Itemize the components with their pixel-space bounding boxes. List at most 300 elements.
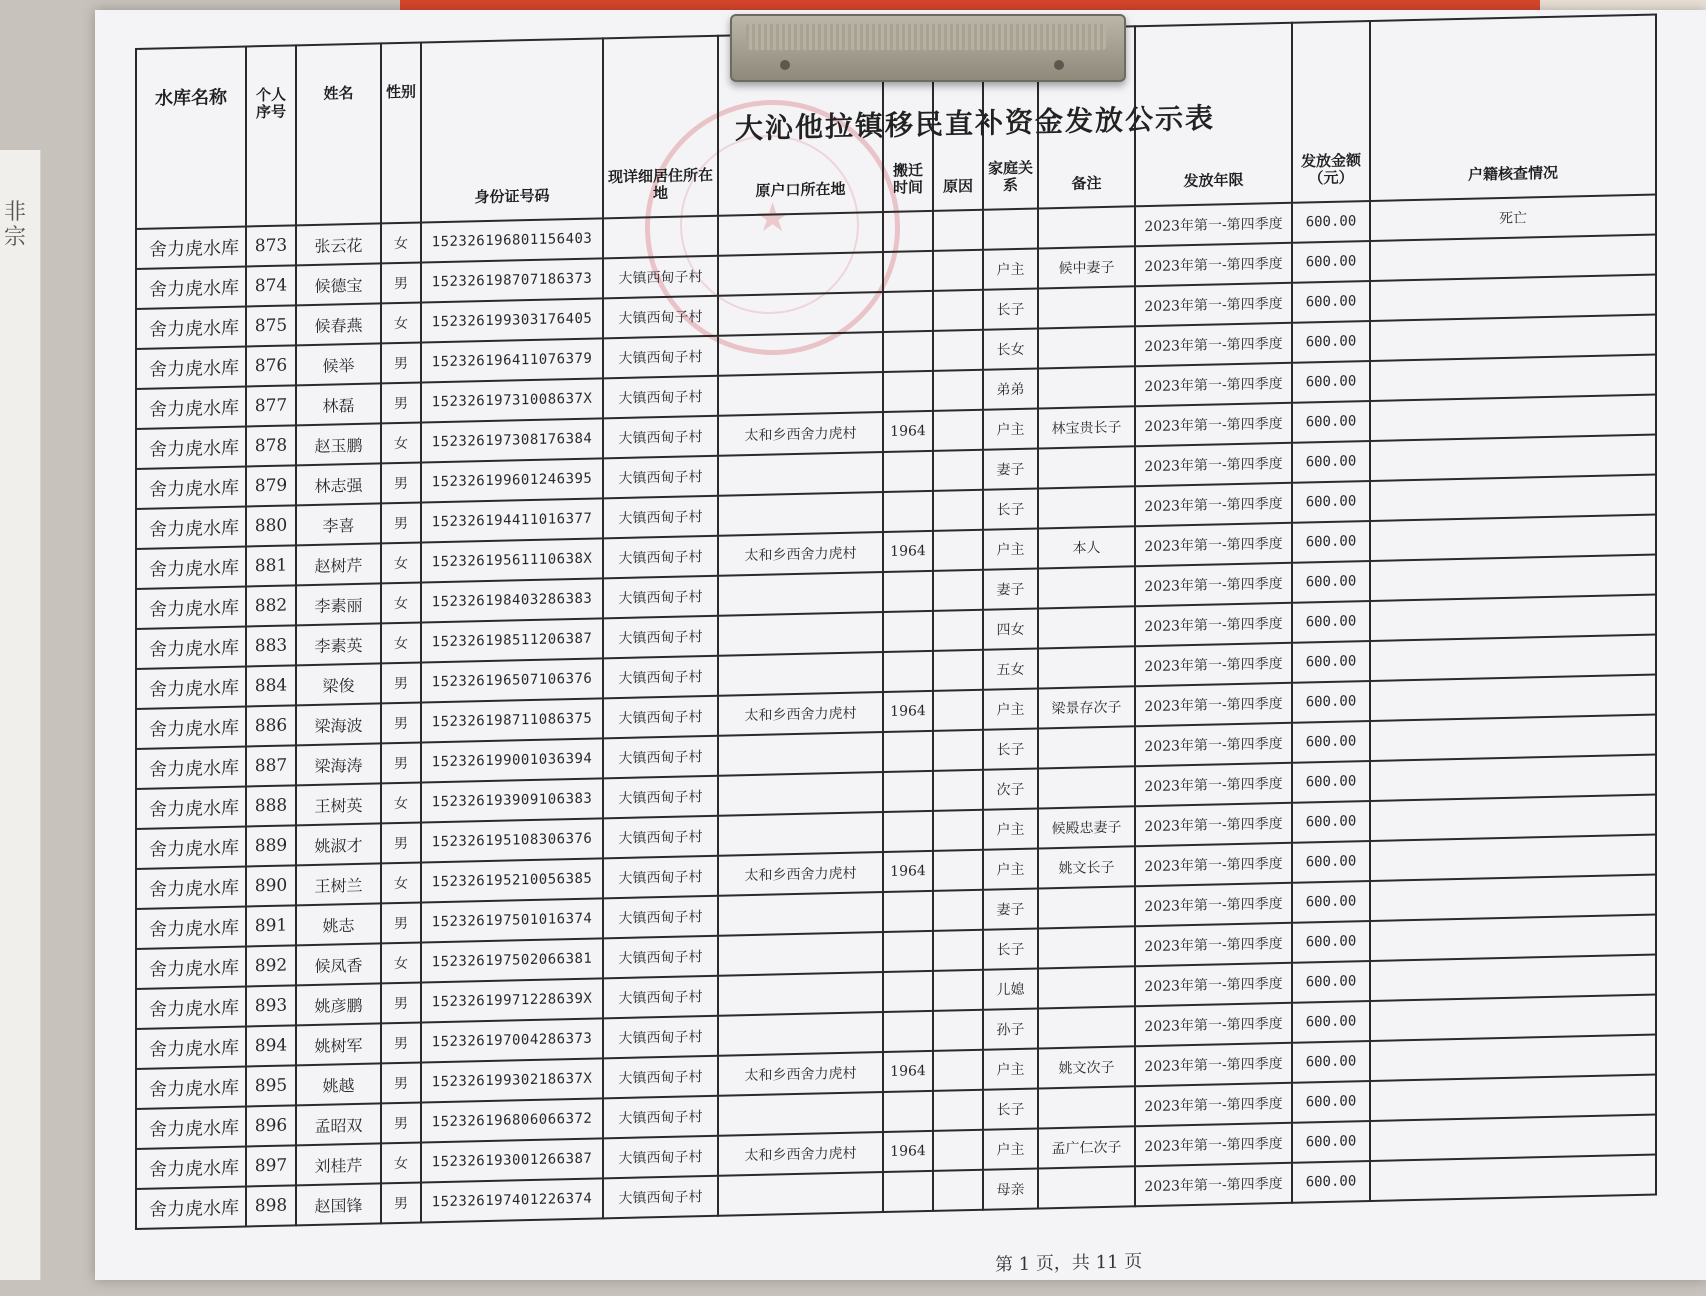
- cell-reason: [933, 490, 983, 531]
- cell-reservoir: 舍力虎水库: [136, 906, 246, 948]
- cell-reason: [933, 970, 983, 1011]
- cell-name: 候春燕: [296, 303, 381, 345]
- cell-gender: 女: [381, 783, 421, 824]
- cell-reservoir: 舍力虎水库: [136, 626, 246, 668]
- cell-hukou-check: [1370, 754, 1656, 800]
- cell-amount: 600.00: [1292, 721, 1370, 763]
- cell-relocation-time: [883, 491, 933, 532]
- cell-gender: 女: [381, 943, 421, 984]
- cell-payment-period: 2023年第一-第四季度: [1135, 643, 1292, 687]
- cell-original-hukou: [718, 972, 883, 1016]
- cell-original-hukou: [718, 332, 883, 376]
- cell-reason: [933, 650, 983, 691]
- cell-relocation-time: [883, 331, 933, 372]
- cell-payment-period: 2023年第一-第四季度: [1135, 563, 1292, 607]
- cell-reason: [933, 410, 983, 451]
- cell-current-address: 大镇西甸子村: [603, 376, 718, 419]
- cell-original-hukou: 太和乡西舍力虎村: [718, 532, 883, 576]
- cell-remarks: [1038, 966, 1135, 1008]
- cell-remarks: [1038, 1166, 1135, 1208]
- cell-original-hukou: [718, 732, 883, 776]
- cell-amount: 600.00: [1292, 641, 1370, 683]
- cell-name: 梁俊: [296, 663, 381, 705]
- cell-remarks: [1038, 766, 1135, 808]
- cell-remarks: 梁景存次子: [1038, 686, 1135, 728]
- cell-current-address: 大镇西甸子村: [603, 496, 718, 539]
- cell-hukou-check: [1370, 994, 1656, 1040]
- cell-family-relation: 四女: [983, 609, 1038, 650]
- cell-name: 刘桂芹: [296, 1143, 381, 1185]
- cell-payment-period: 2023年第一-第四季度: [1135, 323, 1292, 367]
- cell-remarks: 候中妻子: [1038, 246, 1135, 288]
- cell-id-number: 15232619561110638X: [421, 538, 603, 582]
- cell-seq: 878: [246, 425, 296, 466]
- cell-hukou-check: [1370, 1114, 1656, 1160]
- cell-reservoir: 舍力虎水库: [136, 506, 246, 548]
- cell-original-hukou: [718, 812, 883, 856]
- cell-relocation-time: [883, 651, 933, 692]
- cell-reservoir: 舍力虎水库: [136, 866, 246, 908]
- cell-original-hukou: 太和乡西舍力虎村: [718, 1132, 883, 1176]
- cell-id-number: 152326196411076379: [421, 338, 603, 382]
- cell-seq: 891: [246, 905, 296, 946]
- cell-family-relation: 弟弟: [983, 369, 1038, 410]
- cell-amount: 600.00: [1292, 961, 1370, 1003]
- cell-remarks: 姚文次子: [1038, 1046, 1135, 1088]
- cell-amount: 600.00: [1292, 521, 1370, 563]
- cell-gender: 女: [381, 423, 421, 464]
- cell-current-address: 大镇西甸子村: [603, 856, 718, 899]
- cell-relocation-time: 1964: [883, 411, 933, 452]
- cell-original-hukou: [718, 1012, 883, 1056]
- cell-relocation-time: 1964: [883, 531, 933, 572]
- cell-amount: 600.00: [1292, 241, 1370, 283]
- cell-payment-period: 2023年第一-第四季度: [1135, 883, 1292, 927]
- cell-current-address: 大镇西甸子村: [603, 1136, 718, 1179]
- clipboard-clip: [730, 14, 1126, 82]
- cell-remarks: 林宝贵长子: [1038, 406, 1135, 448]
- cell-seq: 887: [246, 745, 296, 786]
- cell-hukou-check: [1370, 714, 1656, 760]
- cell-hukou-check: [1370, 1074, 1656, 1120]
- cell-current-address: 大镇西甸子村: [603, 656, 718, 699]
- cell-relocation-time: [883, 931, 933, 972]
- cell-remarks: 本人: [1038, 526, 1135, 568]
- seal-star-icon: ★: [754, 195, 791, 241]
- cell-reservoir: 舍力虎水库: [136, 1026, 246, 1068]
- cell-gender: 男: [381, 703, 421, 744]
- cell-payment-period: 2023年第一-第四季度: [1135, 603, 1292, 647]
- cell-reason: [933, 1010, 983, 1051]
- cell-reservoir: 舍力虎水库: [136, 786, 246, 828]
- cell-family-relation: 长子: [983, 289, 1038, 330]
- cell-payment-period: 2023年第一-第四季度: [1135, 843, 1292, 887]
- cell-gender: 女: [381, 1143, 421, 1184]
- cell-reservoir: 舍力虎水库: [136, 666, 246, 708]
- cell-reason: [933, 290, 983, 331]
- header-seq: 个人序号: [246, 45, 296, 226]
- cell-original-hukou: [718, 212, 883, 256]
- cell-amount: 600.00: [1292, 761, 1370, 803]
- cell-gender: 男: [381, 1103, 421, 1144]
- cell-family-relation: 户主: [983, 809, 1038, 850]
- cell-payment-period: 2023年第一-第四季度: [1135, 403, 1292, 447]
- cell-amount: 600.00: [1292, 361, 1370, 403]
- cell-amount: 600.00: [1292, 1001, 1370, 1043]
- header-id-number: 身份证号码: [421, 38, 603, 222]
- cell-remarks: [1038, 886, 1135, 928]
- cell-payment-period: 2023年第一-第四季度: [1135, 523, 1292, 567]
- cell-remarks: [1038, 926, 1135, 968]
- cell-seq: 877: [246, 385, 296, 426]
- cell-amount: 600.00: [1292, 801, 1370, 843]
- cell-reservoir: 舍力虎水库: [136, 306, 246, 348]
- cell-reservoir: 舍力虎水库: [136, 586, 246, 628]
- cell-seq: 884: [246, 665, 296, 706]
- cell-payment-period: 2023年第一-第四季度: [1135, 443, 1292, 487]
- paper-edge-mark: 非: [4, 200, 27, 225]
- cell-seq: 898: [246, 1185, 296, 1226]
- cell-relocation-time: [883, 971, 933, 1012]
- header-current-address: 现详细居住所在地: [603, 36, 718, 219]
- cell-original-hukou: [718, 1092, 883, 1136]
- cell-name: 李素英: [296, 623, 381, 665]
- cell-gender: 男: [381, 903, 421, 944]
- cell-name: 梁海波: [296, 703, 381, 745]
- cell-reservoir: 舍力虎水库: [136, 946, 246, 988]
- cell-reason: [933, 890, 983, 931]
- cell-name: 姚淑才: [296, 823, 381, 865]
- cell-payment-period: 2023年第一-第四季度: [1135, 363, 1292, 407]
- cell-payment-period: 2023年第一-第四季度: [1135, 1083, 1292, 1127]
- cell-name: 王树兰: [296, 863, 381, 905]
- cell-seq: 874: [246, 265, 296, 306]
- cell-name: 林志强: [296, 463, 381, 505]
- cell-reservoir: 舍力虎水库: [136, 1186, 246, 1228]
- cell-hukou-check: [1370, 274, 1656, 320]
- cell-family-relation: 五女: [983, 649, 1038, 690]
- cell-amount: 600.00: [1292, 601, 1370, 643]
- cell-amount: 600.00: [1292, 401, 1370, 443]
- cell-gender: 男: [381, 263, 421, 304]
- cell-remarks: [1038, 726, 1135, 768]
- cell-original-hukou: [718, 772, 883, 816]
- cell-hukou-check: [1370, 794, 1656, 840]
- header-gender: 性别: [381, 43, 421, 224]
- cell-remarks: [1038, 286, 1135, 328]
- cell-id-number: 152326196806066372: [421, 1098, 603, 1142]
- cell-original-hukou: 太和乡西舍力虎村: [718, 692, 883, 736]
- cell-remarks: [1038, 1006, 1135, 1048]
- cell-remarks: [1038, 366, 1135, 408]
- cell-current-address: 大镇西甸子村: [603, 536, 718, 579]
- cell-hukou-check: [1370, 434, 1656, 480]
- cell-id-number: 152326194411016377: [421, 498, 603, 542]
- cell-current-address: 大镇西甸子村: [603, 976, 718, 1019]
- cell-current-address: [603, 216, 718, 259]
- cell-reservoir: 舍力虎水库: [136, 1066, 246, 1108]
- cell-reservoir: 舍力虎水库: [136, 226, 246, 268]
- cell-gender: 男: [381, 503, 421, 544]
- cell-current-address: 大镇西甸子村: [603, 1096, 718, 1139]
- cell-payment-period: 2023年第一-第四季度: [1135, 963, 1292, 1007]
- cell-seq: 883: [246, 625, 296, 666]
- cell-hukou-check: [1370, 914, 1656, 960]
- cell-gender: 男: [381, 1063, 421, 1104]
- cell-id-number: 152326199303176405: [421, 298, 603, 342]
- cell-remarks: 候殿忠妻子: [1038, 806, 1135, 848]
- cell-current-address: 大镇西甸子村: [603, 416, 718, 459]
- cell-reason: [933, 810, 983, 851]
- cell-current-address: 大镇西甸子村: [603, 1016, 718, 1059]
- cell-family-relation: 妻子: [983, 569, 1038, 610]
- cell-amount: 600.00: [1292, 1081, 1370, 1123]
- cell-name: 赵国锋: [296, 1183, 381, 1225]
- cell-hukou-check: [1370, 594, 1656, 640]
- cell-remarks: 孟广仁次子: [1038, 1126, 1135, 1168]
- cell-amount: 600.00: [1292, 841, 1370, 883]
- cell-gender: 男: [381, 983, 421, 1024]
- compensation-table: [135, 13, 1657, 1230]
- header-relocation-time: 搬迁时间: [883, 31, 933, 212]
- cell-reservoir: 舍力虎水库: [136, 346, 246, 388]
- cell-relocation-time: [883, 811, 933, 852]
- cell-current-address: 大镇西甸子村: [603, 896, 718, 939]
- cell-family-relation: 户主: [983, 249, 1038, 290]
- header-original-hukou: 原户口所在地: [718, 32, 883, 216]
- cell-hukou-check: [1370, 674, 1656, 720]
- cell-reservoir: 舍力虎水库: [136, 746, 246, 788]
- header-name: 姓名: [296, 43, 381, 225]
- cell-name: 候德宝: [296, 263, 381, 305]
- cell-reason: [933, 610, 983, 651]
- cell-original-hukou: [718, 1172, 883, 1216]
- cell-id-number: 152326197004286373: [421, 1018, 603, 1062]
- cell-gender: 男: [381, 383, 421, 424]
- cell-family-relation: 长子: [983, 929, 1038, 970]
- cell-name: 赵玉鹏: [296, 423, 381, 465]
- cell-id-number: 152326199601246395: [421, 458, 603, 502]
- cell-id-number: 15232619930218637X: [421, 1058, 603, 1102]
- header-hukou-check: 户籍核查情况: [1370, 14, 1656, 200]
- cell-hukou-check: 死亡: [1370, 194, 1656, 240]
- cell-seq: 888: [246, 785, 296, 826]
- cell-relocation-time: 1964: [883, 1131, 933, 1172]
- cell-hukou-check: [1370, 634, 1656, 680]
- cell-relocation-time: [883, 611, 933, 652]
- cell-amount: 600.00: [1292, 481, 1370, 523]
- cell-reservoir: 舍力虎水库: [136, 266, 246, 308]
- header-payment-period: 发放年限: [1135, 23, 1292, 207]
- cell-id-number: 152326198403286383: [421, 578, 603, 622]
- cell-reason: [933, 850, 983, 891]
- cell-relocation-time: [883, 451, 933, 492]
- cell-relocation-time: [883, 771, 933, 812]
- cell-reason: [933, 770, 983, 811]
- cell-name: 姚越: [296, 1063, 381, 1105]
- cell-seq: 882: [246, 585, 296, 626]
- cell-original-hukou: [718, 932, 883, 976]
- cell-id-number: 152326193001266387: [421, 1138, 603, 1182]
- cell-gender: 男: [381, 1023, 421, 1064]
- cell-gender: 男: [381, 743, 421, 784]
- cell-gender: 女: [381, 223, 421, 264]
- cell-id-number: 152326197501016374: [421, 898, 603, 942]
- cell-original-hukou: [718, 292, 883, 336]
- cell-gender: 女: [381, 543, 421, 584]
- page-footer: 第 1 页，共 11 页: [995, 1251, 1143, 1276]
- cell-reason: [933, 1050, 983, 1091]
- cell-original-hukou: [718, 572, 883, 616]
- cell-amount: 600.00: [1292, 681, 1370, 723]
- cell-id-number: 152326196507106376: [421, 658, 603, 702]
- cell-hukou-check: [1370, 394, 1656, 440]
- cell-amount: 600.00: [1292, 1041, 1370, 1083]
- cell-original-hukou: [718, 452, 883, 496]
- cell-payment-period: 2023年第一-第四季度: [1135, 203, 1292, 247]
- cell-amount: 600.00: [1292, 881, 1370, 923]
- cell-relocation-time: [883, 1091, 933, 1132]
- cell-name: 姚志: [296, 903, 381, 945]
- cell-current-address: 大镇西甸子村: [603, 736, 718, 779]
- cell-family-relation: 次子: [983, 769, 1038, 810]
- cell-name: 李素丽: [296, 583, 381, 625]
- cell-remarks: [1038, 566, 1135, 608]
- cell-seq: 897: [246, 1145, 296, 1186]
- cell-seq: 895: [246, 1065, 296, 1106]
- cell-original-hukou: [718, 492, 883, 536]
- cell-family-relation: 长女: [983, 329, 1038, 370]
- cell-remarks: [1038, 326, 1135, 368]
- cell-reservoir: 舍力虎水库: [136, 426, 246, 468]
- cell-name: 梁海涛: [296, 743, 381, 785]
- cell-gender: 男: [381, 663, 421, 704]
- cell-seq: 875: [246, 305, 296, 346]
- cell-reservoir: 舍力虎水库: [136, 1146, 246, 1188]
- cell-hukou-check: [1370, 554, 1656, 600]
- cell-family-relation: 妻子: [983, 889, 1038, 930]
- cell-payment-period: 2023年第一-第四季度: [1135, 483, 1292, 527]
- cell-name: 林磊: [296, 383, 381, 425]
- cell-reservoir: 舍力虎水库: [136, 386, 246, 428]
- cell-gender: 女: [381, 623, 421, 664]
- cell-hukou-check: [1370, 514, 1656, 560]
- header-remarks: 备注: [1038, 26, 1135, 208]
- cell-amount: 600.00: [1292, 1121, 1370, 1163]
- cell-amount: 600.00: [1292, 321, 1370, 363]
- cell-current-address: 大镇西甸子村: [603, 336, 718, 379]
- cell-seq: 894: [246, 1025, 296, 1066]
- cell-hukou-check: [1370, 234, 1656, 280]
- cell-seq: 873: [246, 225, 296, 266]
- cell-amount: 600.00: [1292, 201, 1370, 243]
- cell-gender: 女: [381, 583, 421, 624]
- cell-hukou-check: [1370, 474, 1656, 520]
- cell-relocation-time: 1964: [883, 851, 933, 892]
- cell-current-address: 大镇西甸子村: [603, 616, 718, 659]
- cell-remarks: [1038, 1086, 1135, 1128]
- cell-hukou-check: [1370, 314, 1656, 360]
- cell-family-relation: 户主: [983, 689, 1038, 730]
- cell-family-relation: 儿媳: [983, 969, 1038, 1010]
- cell-hukou-check: [1370, 1034, 1656, 1080]
- cell-family-relation: 孙子: [983, 1009, 1038, 1050]
- cell-id-number: 152326196801156403: [421, 218, 603, 262]
- cell-family-relation: 户主: [983, 409, 1038, 450]
- document-content: [135, 14, 1655, 1276]
- header-reservoir: 水库名称: [136, 46, 246, 228]
- cell-id-number: 152326198711086375: [421, 698, 603, 742]
- cell-remarks: [1038, 446, 1135, 488]
- cell-family-relation: 母亲: [983, 1169, 1038, 1210]
- cell-family-relation: 长子: [983, 729, 1038, 770]
- cell-id-number: 152326199001036394: [421, 738, 603, 782]
- cell-family-relation: 户主: [983, 1129, 1038, 1170]
- cell-family-relation: 长子: [983, 489, 1038, 530]
- cell-hukou-check: [1370, 834, 1656, 880]
- cell-remarks: [1038, 486, 1135, 528]
- cell-relocation-time: [883, 571, 933, 612]
- cell-original-hukou: [718, 892, 883, 936]
- cell-current-address: 大镇西甸子村: [603, 256, 718, 299]
- cell-payment-period: 2023年第一-第四季度: [1135, 1003, 1292, 1047]
- cell-remarks: 姚文长子: [1038, 846, 1135, 888]
- header-family-relation: 家庭关系: [983, 29, 1038, 210]
- cell-reason: [933, 1130, 983, 1171]
- cell-name: 王树英: [296, 783, 381, 825]
- clip-rivet: [1054, 60, 1064, 70]
- cell-reason: [933, 250, 983, 291]
- cell-original-hukou: 太和乡西舍力虎村: [718, 852, 883, 896]
- cell-current-address: 大镇西甸子村: [603, 1176, 718, 1219]
- cell-gender: 男: [381, 1183, 421, 1224]
- cell-payment-period: 2023年第一-第四季度: [1135, 1163, 1292, 1207]
- cell-original-hukou: [718, 252, 883, 296]
- cell-reason: [933, 930, 983, 971]
- cell-current-address: 大镇西甸子村: [603, 816, 718, 859]
- cell-hukou-check: [1370, 954, 1656, 1000]
- cell-reservoir: 舍力虎水库: [136, 706, 246, 748]
- cell-reservoir: 舍力虎水库: [136, 1106, 246, 1148]
- cell-seq: 879: [246, 465, 296, 506]
- cell-relocation-time: 1964: [883, 691, 933, 732]
- cell-hukou-check: [1370, 354, 1656, 400]
- cell-seq: 876: [246, 345, 296, 386]
- cell-name: 候举: [296, 343, 381, 385]
- cell-seq: 880: [246, 505, 296, 546]
- clip-rivet: [780, 60, 790, 70]
- cell-gender: 女: [381, 303, 421, 344]
- cell-family-relation: 户主: [983, 529, 1038, 570]
- cell-reservoir: 舍力虎水库: [136, 986, 246, 1028]
- cell-original-hukou: [718, 652, 883, 696]
- cell-hukou-check: [1370, 1154, 1656, 1200]
- cell-id-number: 152326195210056385: [421, 858, 603, 902]
- cell-current-address: 大镇西甸子村: [603, 1056, 718, 1099]
- cell-gender: 男: [381, 343, 421, 384]
- cell-seq: 896: [246, 1105, 296, 1146]
- cell-id-number: 152326195108306376: [421, 818, 603, 862]
- cell-id-number: 152326197401226374: [421, 1178, 603, 1222]
- header-reason: 原因: [933, 30, 983, 211]
- cell-name: 孟昭双: [296, 1103, 381, 1145]
- cell-hukou-check: [1370, 874, 1656, 920]
- cell-seq: 892: [246, 945, 296, 986]
- cell-seq: 889: [246, 825, 296, 866]
- cell-current-address: 大镇西甸子村: [603, 296, 718, 339]
- cell-original-hukou: [718, 372, 883, 416]
- cell-remarks: [1038, 646, 1135, 688]
